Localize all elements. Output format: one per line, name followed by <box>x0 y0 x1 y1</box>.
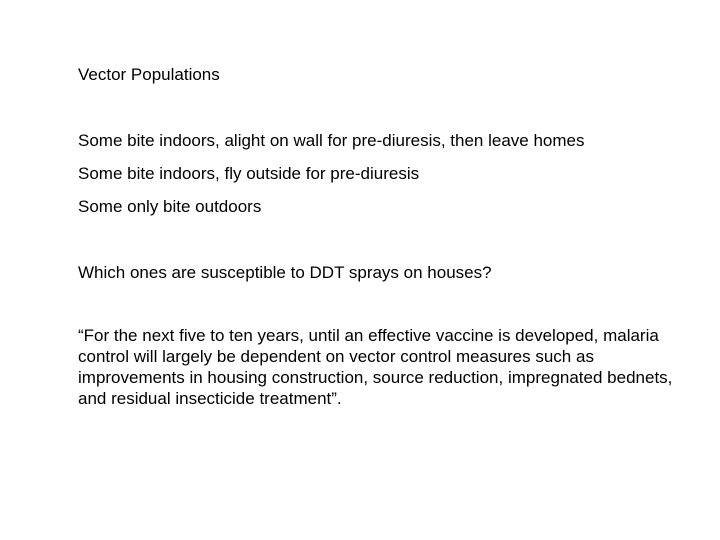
slide-title: Vector Populations <box>78 65 220 84</box>
behavior-item-2: Some bite indoors, fly outside for pre-diuresis <box>78 164 420 183</box>
quote-text: “For the next five to ten years, until an effective vaccine is developed, malaria control will largely be dependent on vector control measures such as improvements in housing construction, source reduction, impregnated bednets, and residual insecticide treatment”. <box>78 326 673 408</box>
behavior-item-1: Some bite indoors, alight on wall for pre-diuresis, then leave homes <box>78 131 585 150</box>
question-text: Which ones are susceptible to DDT sprays on houses? <box>78 263 492 282</box>
behavior-item-3: Some only bite outdoors <box>78 197 262 216</box>
